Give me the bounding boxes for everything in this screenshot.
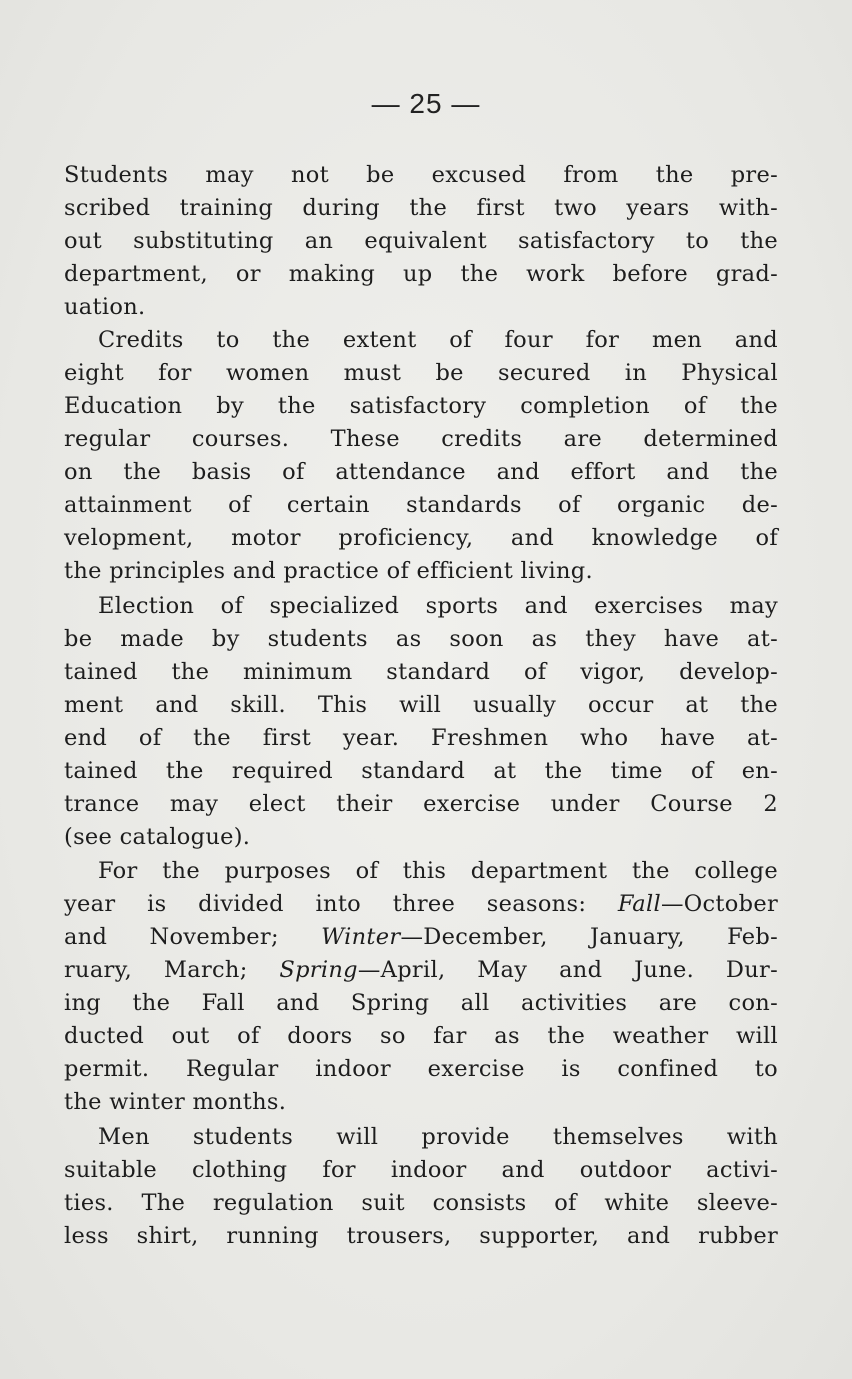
text-line: trance may elect their exercise under Course 2 [64,791,778,817]
text-line: tained the required standard at the time of en- [64,758,778,784]
text-line: out substituting an equivalent satisfactory to the [64,228,778,254]
season-spring: Spring [279,957,358,983]
text-line: scribed training during the first two years with- [64,195,778,221]
text-line: attainment of certain standards of organic de- [64,492,778,518]
text-line: be made by students as soon as they have at- [64,626,778,652]
text-line: eight for women must be secured in Physical [64,360,778,386]
text-line: uation. [64,294,146,320]
text-line: ruary, March; Spring—April, May and June. Dur- [64,957,778,983]
text-line: For the purposes of this department the college [98,858,778,884]
season-winter: Winter [321,924,401,950]
text-line: end of the first year. Freshmen who have at- [64,725,778,751]
text-line: permit. Regular indoor exercise is confined to [64,1056,778,1082]
text-line: velopment, motor proficiency, and knowledge of [64,525,778,551]
text-line: less shirt, running trousers, supporter, and rubber [64,1223,778,1249]
text-line: ties. The regulation suit consists of white sleeve- [64,1190,778,1216]
text-line: department, or making up the work before grad- [64,261,778,287]
text-line: ing the Fall and Spring all activities are con- [64,990,778,1016]
text-line: suitable clothing for indoor and outdoor activi- [64,1157,778,1183]
page-number: — 25 — [371,88,481,119]
season-fall: Fall [617,891,661,917]
text-line: Men students will provide themselves with [98,1124,778,1150]
text-line: Credits to the extent of four for men and [98,327,778,353]
text-line: Election of specialized sports and exercises may [98,593,778,619]
text-line: regular courses. These credits are determined [64,426,778,452]
text-line: year is divided into three seasons: Fall—October [64,891,778,917]
text-line: the principles and practice of efficient living. [64,558,593,584]
text-line: (see catalogue). [64,824,251,850]
text-line: Students may not be excused from the pre- [64,162,778,188]
text-line: ducted out of doors so far as the weather will [64,1023,778,1049]
text-line: the winter months. [64,1089,287,1115]
text-line: on the basis of attendance and effort and the [64,459,778,485]
text-line: Education by the satisfactory completion of the [64,393,778,419]
text-line: and November; Winter—December, January, Feb- [64,924,778,950]
text-line: ment and skill. This will usually occur at the [64,692,778,718]
text-line: tained the minimum standard of vigor, develop- [64,659,778,685]
